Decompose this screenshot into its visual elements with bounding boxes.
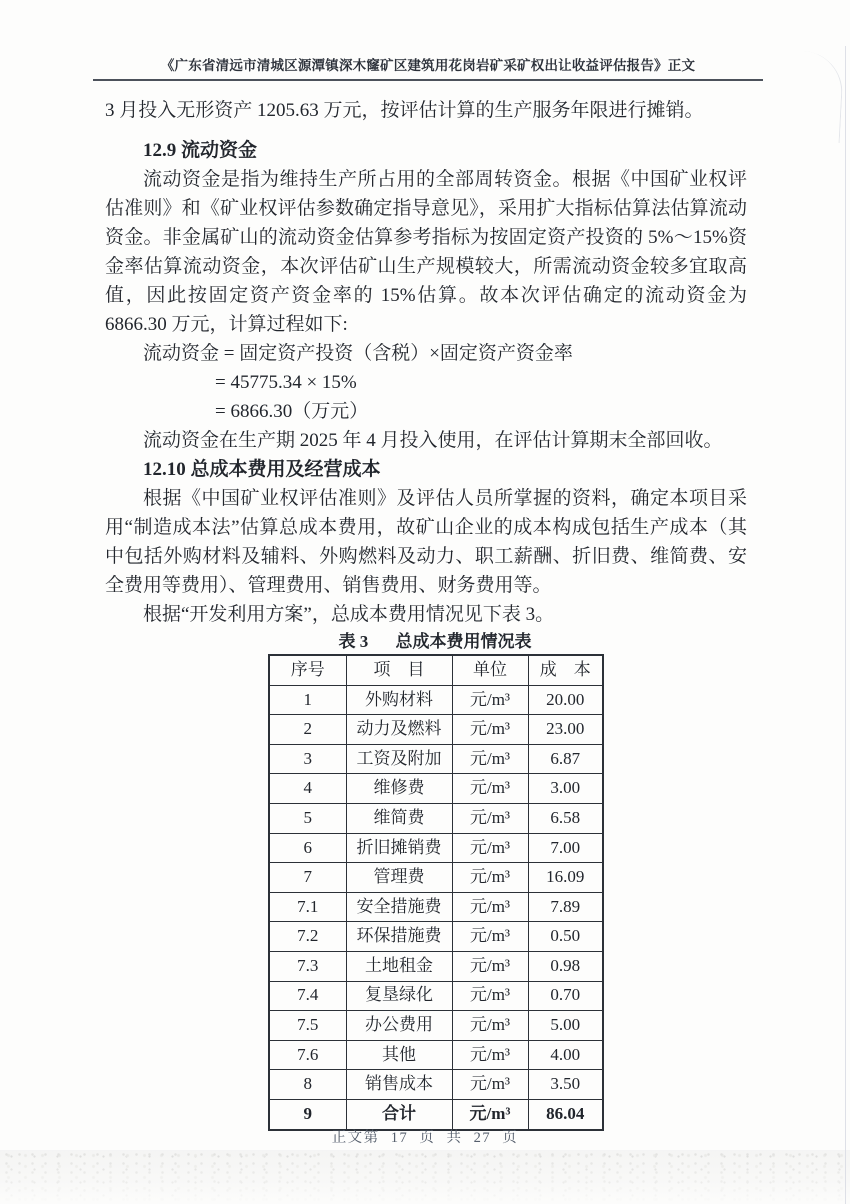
cell-cost: 20.00: [528, 685, 603, 715]
cell-no: 7.5: [269, 1011, 346, 1041]
cell-cost: 23.00: [528, 715, 603, 745]
cell-item: 工资及附加: [346, 744, 452, 774]
table-row: [269, 685, 603, 715]
page-footer: [0, 1126, 850, 1147]
cell-cost: 7.89: [528, 892, 603, 922]
cell-cost: 86.04: [528, 1099, 603, 1129]
cell-cost: 6.58: [528, 803, 603, 833]
cell-item: 办公费用: [346, 1011, 452, 1041]
table-row: [269, 803, 603, 833]
formula-line-2: = 45775.34 × 15%: [215, 372, 357, 393]
cell-unit: 元/m³: [452, 981, 528, 1011]
cell-unit: 元/m³: [452, 833, 528, 863]
cell-cost: 0.70: [528, 981, 603, 1011]
cell-unit: 元/m³: [452, 1099, 528, 1129]
paragraph-cost-method: 根据《中国矿业权评估准则》及评估人员所掌握的资料，确定本项目采用“制造成本法”估算总成本费用，故矿山企业的成本构成包括生产成本（其中包括外购材料及辅料、外购燃料及动力、职工薪酬、折旧费、维简费、安全费用等费用）、管理费用、销售费用、财务费用等。: [105, 488, 747, 596]
cell-item: 环保措施费: [346, 922, 452, 952]
cell-no: 5: [269, 803, 346, 833]
cell-unit: 元/m³: [452, 922, 528, 952]
scan-curl-artifact: [799, 51, 845, 143]
cell-unit: 元/m³: [452, 715, 528, 745]
scan-noise-band: [0, 1150, 850, 1204]
cell-cost: 7.00: [528, 833, 603, 863]
table-row: [269, 922, 603, 952]
table-header-row: [269, 655, 603, 685]
table-row: [269, 833, 603, 863]
cell-item: 其他: [346, 1040, 452, 1070]
paragraph-capital-recovery: 流动资金在生产期 2025 年 4 月投入使用，在评估计算期末全部回收。: [143, 430, 723, 451]
cell-unit: 元/m³: [452, 951, 528, 981]
cell-cost: 3.50: [528, 1070, 603, 1100]
cell-unit: 元/m³: [452, 863, 528, 893]
table-title: [268, 632, 602, 652]
formula-line-1: 流动资金 = 固定资产投资（含税）×固定资产资金率: [143, 343, 573, 364]
cell-no: 7.3: [269, 951, 346, 981]
cell-item: 复垦绿化: [346, 981, 452, 1011]
section-heading-12-9: 12.9 流动资金: [143, 140, 258, 161]
table-row: [269, 715, 603, 745]
cell-item: 销售成本: [346, 1070, 452, 1100]
cell-item: 维修费: [346, 774, 452, 804]
col-header-no: 序号: [269, 655, 346, 685]
cell-unit: 元/m³: [452, 1011, 528, 1041]
cell-cost: 0.98: [528, 951, 603, 981]
cost-table: [268, 654, 604, 1131]
table-row: [269, 981, 603, 1011]
cell-cost: 0.50: [528, 922, 603, 952]
cell-no: 4: [269, 774, 346, 804]
cell-item: 外购材料: [346, 685, 452, 715]
cell-unit: 元/m³: [452, 892, 528, 922]
cell-item: 安全措施费: [346, 892, 452, 922]
table-row: [269, 951, 603, 981]
formula-line-3: = 6866.30（万元）: [215, 401, 369, 422]
section-heading-12-10: 12.10 总成本费用及经营成本: [143, 459, 381, 480]
cell-unit: 元/m³: [452, 774, 528, 804]
cell-no: 7: [269, 863, 346, 893]
table-row: [269, 774, 603, 804]
table-caption: 总成本费用情况表: [395, 632, 532, 651]
header-title: 《广东省清远市清城区源潭镇深木窿矿区建筑用花岗岩矿采矿权出让收益评估报告》正文: [160, 58, 696, 73]
col-header-item: 项 目: [346, 655, 452, 685]
table-row: [269, 1040, 603, 1070]
table-row: [269, 892, 603, 922]
cell-item: 折旧摊销费: [346, 833, 452, 863]
cell-no: 7.4: [269, 981, 346, 1011]
page-number-text: 正文第 17 页 共 27 页: [331, 1130, 519, 1146]
cell-no: 8: [269, 1070, 346, 1100]
cell-item: 土地租金: [346, 951, 452, 981]
cell-no: 2: [269, 715, 346, 745]
paragraph-table-intro: 根据“开发利用方案”，总成本费用情况见下表 3。: [143, 604, 555, 625]
table-row: [269, 1011, 603, 1041]
cell-no: 7.1: [269, 892, 346, 922]
table-row: [269, 1070, 603, 1100]
cell-item: 动力及燃料: [346, 715, 452, 745]
cell-cost: 3.00: [528, 774, 603, 804]
cell-item: 维简费: [346, 803, 452, 833]
cell-cost: 16.09: [528, 863, 603, 893]
cell-unit: 元/m³: [452, 803, 528, 833]
cell-cost: 5.00: [528, 1011, 603, 1041]
cell-unit: 元/m³: [452, 1070, 528, 1100]
cell-no: 1: [269, 685, 346, 715]
table-row: [269, 863, 603, 893]
page-header: [93, 54, 763, 81]
cell-item: 管理费: [346, 863, 452, 893]
cell-unit: 元/m³: [452, 1040, 528, 1070]
scan-edge-artifact: [845, 46, 846, 1204]
paragraph-amortization: 3 月投入无形资产 1205.63 万元，按评估计算的生产服务年限进行摊销。: [105, 100, 704, 121]
cell-no: 7.2: [269, 922, 346, 952]
cell-cost: 4.00: [528, 1040, 603, 1070]
cell-no: 7.6: [269, 1040, 346, 1070]
cell-unit: 元/m³: [452, 685, 528, 715]
paragraph-working-capital: 流动资金是指为维持生产所占用的全部周转资金。根据《中国矿业权评估准则》和《矿业权评估参数确定指导意见》，采用扩大指标估算法估算流动资金。非金属矿山的流动资金估算参考指标为按固定资产投资的 5%～15%资金率估算流动资金，本次评估矿山生产规模较大，所需流动资金较多宜取高值，因此按固定资产资金率的 15%估算。故本次评估确定的流动资金为 6866.30 万元，计算过程如下:: [105, 169, 747, 335]
table-row: [269, 744, 603, 774]
cell-no: 9: [269, 1099, 346, 1129]
cell-item: 合计: [346, 1099, 452, 1129]
col-header-cost: 成 本: [528, 655, 603, 685]
document-body: [105, 96, 747, 1131]
cell-no: 6: [269, 833, 346, 863]
cell-unit: 元/m³: [452, 744, 528, 774]
col-header-unit: 单位: [452, 655, 528, 685]
cell-no: 3: [269, 744, 346, 774]
table-row: [269, 1099, 603, 1129]
cell-cost: 6.87: [528, 744, 603, 774]
table-number: 表 3: [338, 632, 369, 651]
